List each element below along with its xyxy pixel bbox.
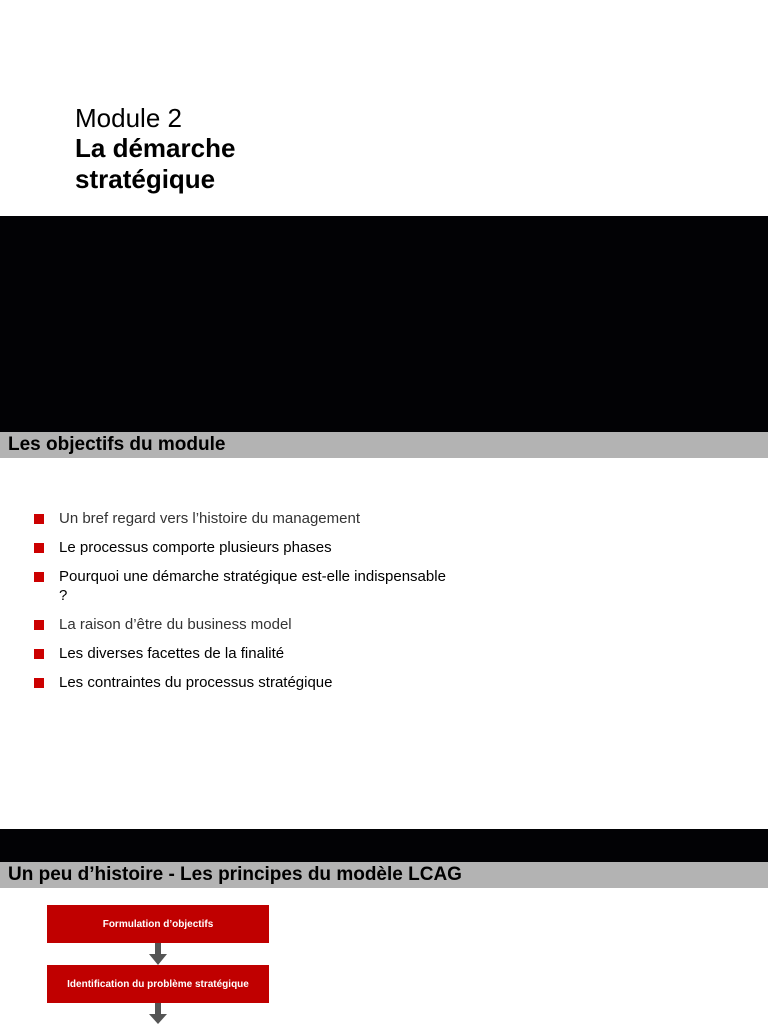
- down-arrow-icon: [148, 943, 168, 965]
- list-item-text: Pourquoi une démarche stratégique est-elle indispensable ?: [59, 568, 446, 604]
- history-header: [0, 862, 768, 888]
- list-item: [34, 644, 454, 663]
- list-item-text: Les contraintes du processus stratégique: [59, 674, 333, 691]
- bullet-square-icon: [34, 678, 44, 688]
- list-item-text: Un bref regard vers l’histoire du management: [59, 510, 360, 527]
- down-arrow-icon: [148, 1003, 168, 1024]
- list-item: [34, 509, 454, 528]
- history-top-band: [0, 829, 768, 862]
- flow-step-objectives: Formulation d’objectifs: [47, 905, 269, 943]
- slide-title: La démarche stratégique: [75, 133, 236, 194]
- objectives-list: [34, 509, 454, 702]
- list-item: [34, 538, 454, 557]
- history-header-text: Un peu d’histoire - Les principes du modèle LCAG: [8, 864, 462, 885]
- list-item: [34, 567, 454, 605]
- objectives-header-text: Les objectifs du module: [8, 434, 226, 455]
- list-item-text: La raison d’être du business model: [59, 616, 292, 633]
- introduction-heading: Introduction: [75, 462, 211, 492]
- module-label: Module 2: [75, 103, 182, 133]
- list-item-text: Les diverses facettes de la finalité: [59, 645, 285, 662]
- bullet-square-icon: [34, 572, 44, 582]
- list-item: [34, 673, 454, 692]
- bullet-square-icon: [34, 620, 44, 630]
- objectives-header: [0, 432, 768, 458]
- bullet-square-icon: [34, 649, 44, 659]
- list-item: [34, 615, 454, 634]
- flow-step-problem: Identification du problème stratégique: [47, 965, 269, 1003]
- bullet-square-icon: [34, 543, 44, 553]
- title-slide: [0, 0, 768, 216]
- bullet-square-icon: [34, 514, 44, 524]
- list-item-text: Le processus comporte plusieurs phases: [59, 539, 332, 556]
